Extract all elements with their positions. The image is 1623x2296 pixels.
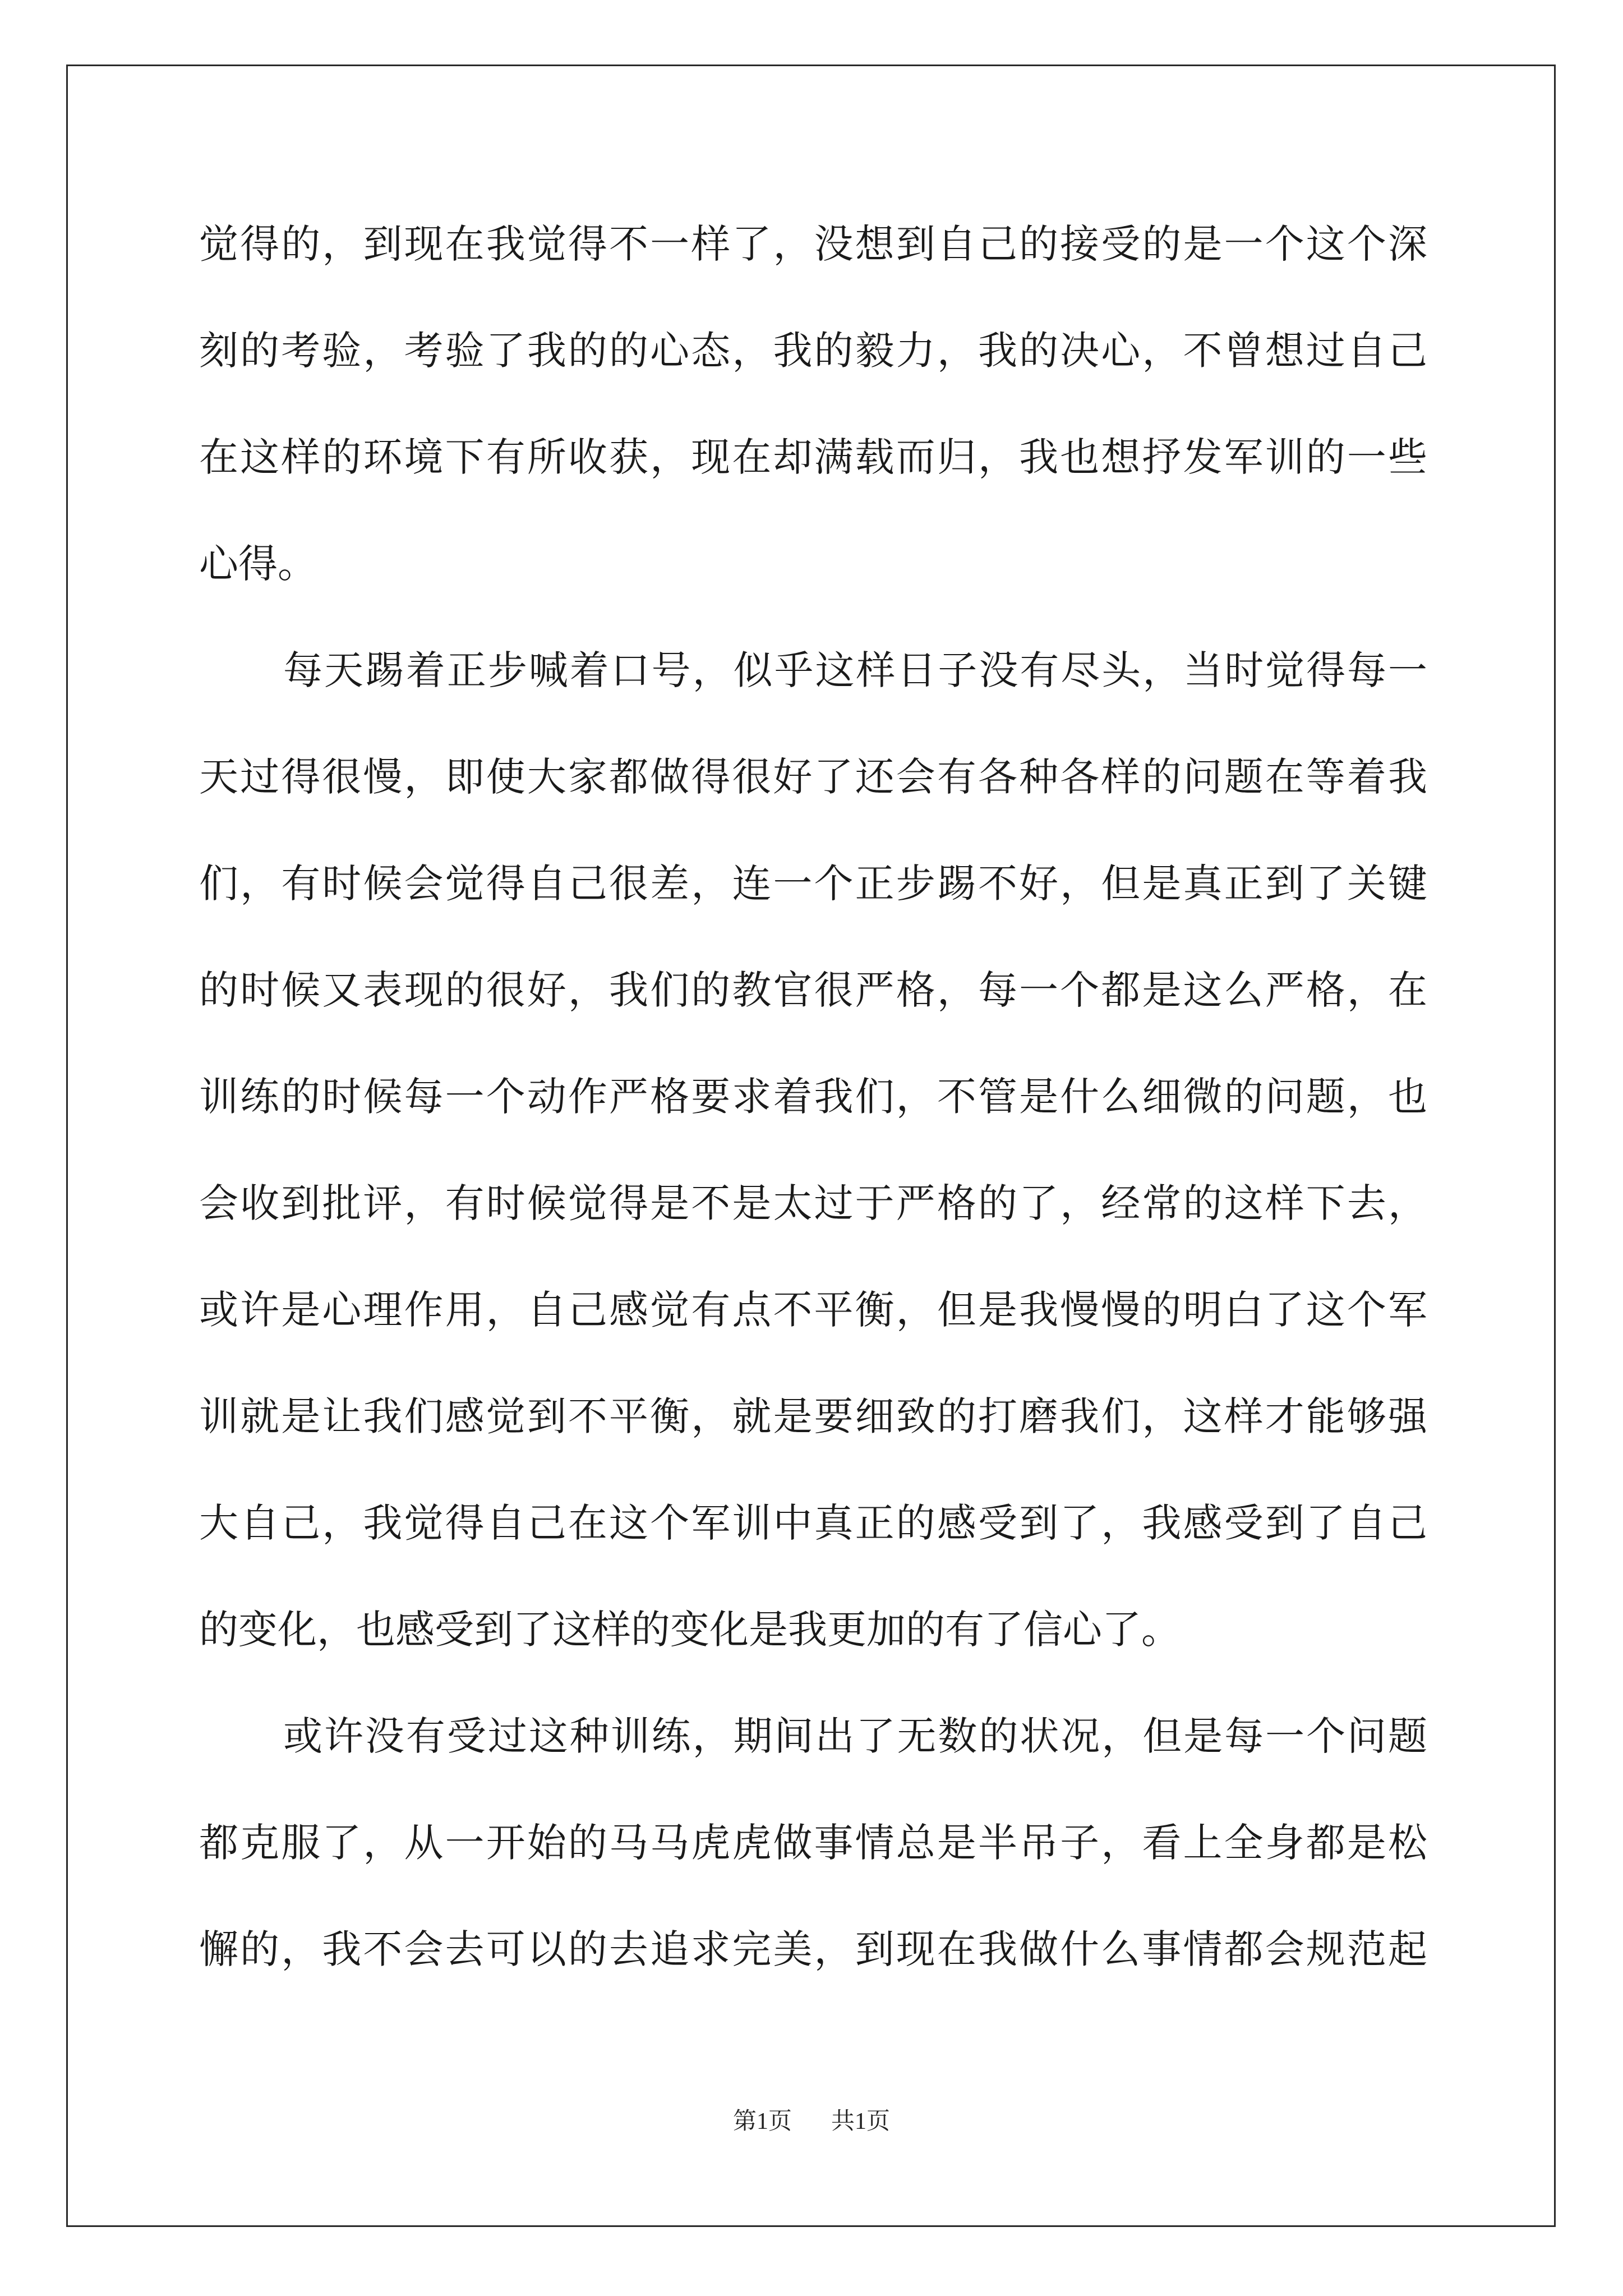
- text-line: 心得。: [199, 541, 317, 587]
- text-line: 懈的，我不会去可以的去追求完美，到现在我做什么事情都会规范起: [199, 1926, 1427, 1972]
- text-line: 每天踢着正步喊着口号，似乎这样日子没有尽头，当时觉得每一: [283, 647, 1427, 693]
- text-line: 们，有时候会觉得自己很差，连一个正步踢不好，但是真正到了关键: [199, 861, 1427, 907]
- page-number: 第1页: [732, 2109, 792, 2134]
- text-line: 觉得的，到现在我觉得不一样了，没想到自己的接受的是一个这个深: [199, 221, 1427, 267]
- text-line: 或许没有受过这种训练，期间出了无数的状况，但是每一个问题: [283, 1713, 1427, 1759]
- text-line: 大自己，我觉得自己在这个军训中真正的感受到了，我感受到了自己: [199, 1500, 1427, 1546]
- document-body: [199, 213, 1427, 2025]
- text-line: 的变化，也感受到了这样的变化是我更加的有了信心了。: [199, 1607, 1181, 1653]
- text-line: 训练的时候每一个动作严格要求着我们，不管是什么细微的问题，也: [199, 1074, 1427, 1120]
- text-line: 都克服了，从一开始的马马虎虎做事情总是半吊子，看上全身都是松: [199, 1820, 1427, 1866]
- text-line: 天过得很慢，即使大家都做得很好了还会有各种各样的问题在等着我: [199, 754, 1427, 800]
- text-line: 在这样的环境下有所收获，现在却满载而归，我也想抒发军训的一些: [199, 434, 1427, 480]
- text-line: 训就是让我们感觉到不平衡，就是要细致的打磨我们，这样才能够强: [199, 1393, 1427, 1439]
- page-total: 共1页: [831, 2109, 891, 2134]
- text-line: 的时候又表现的很好，我们的教官很严格，每一个都是这么严格，在: [199, 967, 1427, 1013]
- text-line: 会收到批评，有时候觉得是不是太过于严格的了，经常的这样下去，: [199, 1180, 1427, 1226]
- page-footer: [0, 2102, 1623, 2136]
- text-line: 刻的考验，考验了我的的心态，我的毅力，我的决心，不曾想过自己: [199, 328, 1427, 374]
- text-line: 或许是心理作用，自己感觉有点不平衡，但是我慢慢的明白了这个军: [199, 1287, 1427, 1333]
